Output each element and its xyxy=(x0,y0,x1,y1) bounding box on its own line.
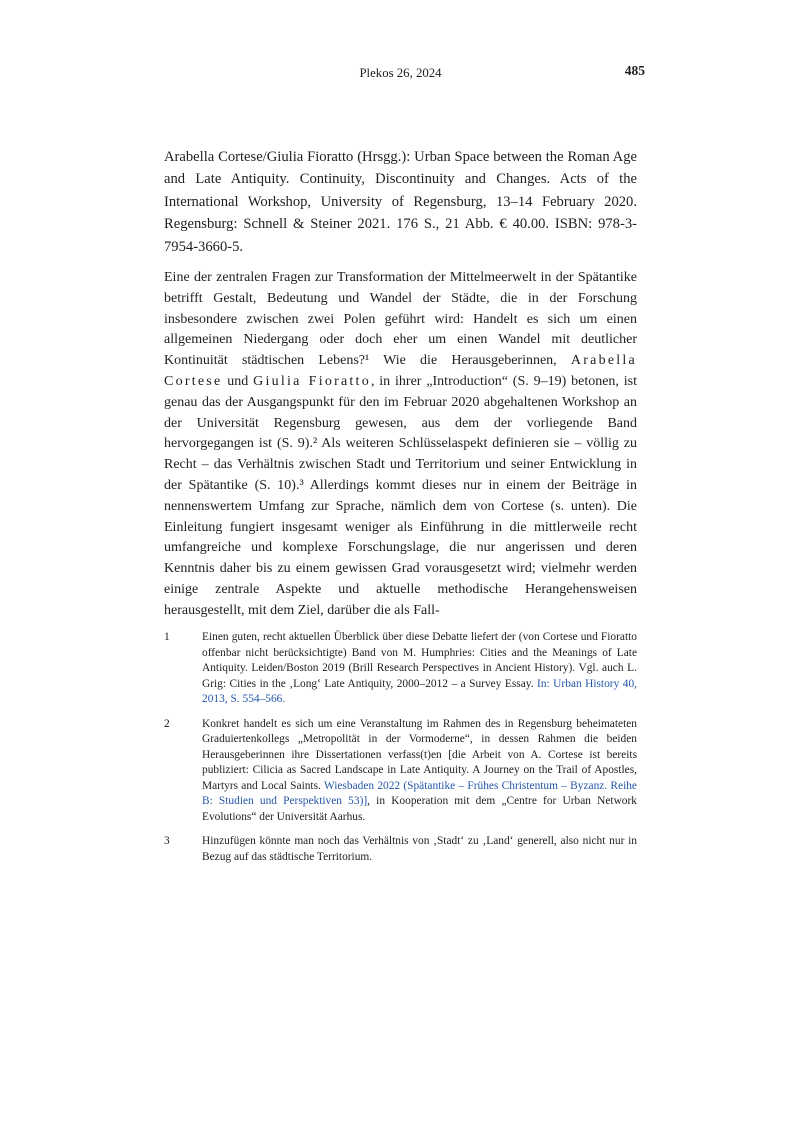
review-citation: Arabella Cortese/Giulia Fioratto (Hrsgg.): Urban Space between the Roman Age and Late Antiquity. Continuity, Discontinuity and Changes. Acts of the International Workshop, University of Regensburg, 13–14 February 2020. Regensburg: Schnell & Steiner 2021. 176 S., 21 Abb. € 40.00. ISBN: 978-3-7954-3660-5. xyxy=(164,149,637,255)
text-segment: Hinzufügen könnte man noch das Verhältnis von ‚Stadt‘ zu ‚Land‘ generell, also nicht nur in Bezug auf das städtische Territorium. xyxy=(202,835,637,863)
reference-link[interactable]: Wiesbaden 2022 (Spätantike – Frühes Christentum – Byzanz. Reihe B: Studien und Perspektiven 53)] xyxy=(202,779,637,807)
footnote xyxy=(164,717,637,826)
footnote-number: 1 xyxy=(164,631,170,643)
footnote-text xyxy=(202,834,637,865)
text-segment: , in ihrer „Introduction“ (S. 9–19) betonen, ist genau das der Ausgangspunkt für den im Februar 2020 abgehaltenen Workshop an der Universität Regensburg gewesen, aus dem der vorliegende Band hervorgegangen ist (S. 9).² Als weiteren Schlüsselaspekt definieren sie – völlig zu Recht – das Verhältnis zwischen Stadt und Territorium und seiner Entwicklung in der Spätantike (S. 10).³ Allerdings kommt dieses nur in einem der Beiträge in nennenswertem Umfang zur Sprache, nämlich dem von Cortese (s. unten). Die Einleitung fungiert insgesamt weniger als Einführung in die mittlerweile recht umfangreiche und komplexe Forschungslage, die nur angerissen und deren Kenntnis daher bis zu einem gewissen Grad vorausgesetzt wird; vielmehr werden einige zentrale Aspekte und aktuelle methodische Herangehensweisen herausgestellt, mit dem Ziel, darüber die als Fall- xyxy=(164,373,637,618)
text-segment: , in Kooperation mit dem „Centre for Urban Network Evolutions“ der Universität Aarhus. xyxy=(202,795,637,823)
page-header xyxy=(164,63,645,86)
page-number: 485 xyxy=(624,63,645,78)
text-segment: und xyxy=(222,373,254,389)
text-segment: Arabella Cortese xyxy=(164,353,637,389)
review-body-paragraph xyxy=(164,268,637,622)
footnote-number: 2 xyxy=(164,717,170,730)
footnote-number: 3 xyxy=(164,835,170,847)
footnote-text xyxy=(202,717,637,826)
footnote xyxy=(164,630,637,708)
footnotes-section xyxy=(164,630,637,874)
text-segment: Konkret handelt es sich um eine Veranstaltung im Rahmen des in Regensburg beheimateten Graduiertenkollegs „Metropolität in der Vormoderne“, in dessen Rahmen die beiden Herausgeberinnen ihre Dissertationen verfass(t)en [die Arbeit von A. Cortese ist bereits publiziert: Cilicia as Sacred Landscape in Late Antiquity. A Journey on the Trail of Apostles, Martyrs and Local Saints. xyxy=(202,717,637,792)
text-segment: Einen guten, recht aktuellen Überblick über diese Debatte liefert der (von Cortese und Fioratto offenbar nicht berücksichtigte) Band von M. Humphries: Cities and the Meanings of Late Antiquity. Leiden/Boston 2019 (Brill Research Perspectives in Ancient History). Vgl. auch L. Grig: Cities in the ‚Long‘ Late Antiquity, 2000–2012 – a Survey Essay. xyxy=(202,631,637,690)
reference-link[interactable]: In: Urban History 40, 2013, S. 554–566. xyxy=(202,677,637,705)
footnote xyxy=(164,834,637,865)
text-segment: Giulia Fioratto xyxy=(253,373,371,389)
footnote-text xyxy=(202,630,637,708)
text-segment: Eine der zentralen Fragen zur Transformation der Mittelmeerwelt in der Spätantike betrifft Gestalt, Bedeutung und Wandel der Städte, die in der Forschung insbesondere zwischen zwei Polen geführt wird: Handelt es sich um einen allgemeinen Niedergang oder doch eher um einen Wandel mit deutlicher Kontinuität städtischen Lebens?¹ Wie die Herausgeberinnen, xyxy=(164,270,637,369)
journal-title: Plekos 26, 2024 xyxy=(359,66,442,80)
